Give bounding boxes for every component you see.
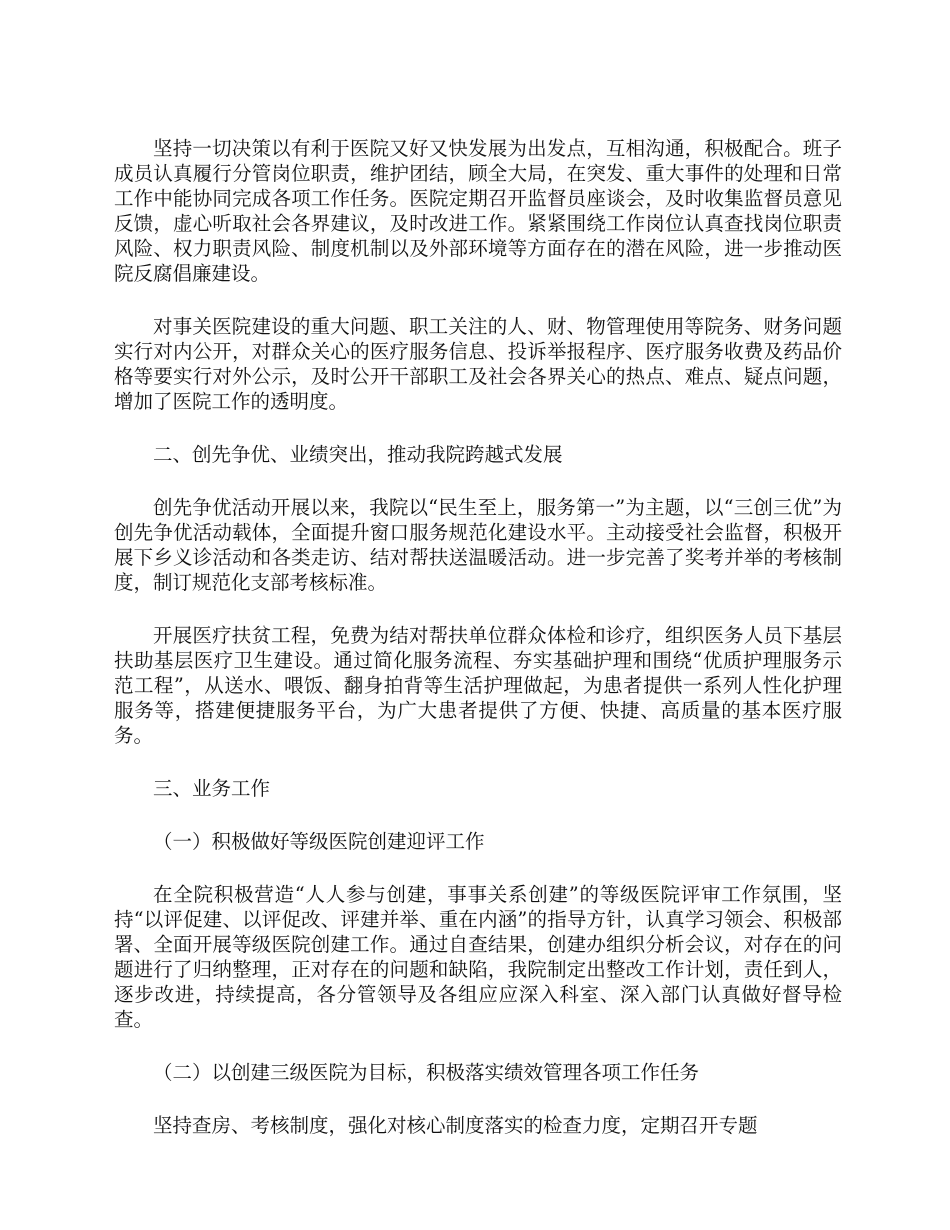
document-page (114, 136, 842, 1138)
paragraph-medical-poverty-relief: 开展医疗扶贫工程，免费为结对帮扶单位群众体检和诊疗，组织医务人员下基层扶助基层医疗卫生建设。通过简化服务流程、夯实基础护理和围绕“优质护理服务示范工程”，从送水、喂饭、翻身拍背等生活护理做起，为患者提供一系列人性化护理服务等，搭建便捷服务平台，为广大患者提供了方便、快捷、高质量的基本医疗服务。 (114, 624, 842, 747)
section-heading-2: 二、创先争优、业绩突出，推动我院跨越式发展 (153, 443, 563, 466)
section-heading-3: 三、业务工作 (153, 777, 271, 800)
subsection-heading-1: （一）积极做好等级医院创建迎评工作 (153, 830, 485, 853)
paragraph-hospital-grading: 在全院积极营造“人人参与创建，事事关系创建”的等级医院评审工作氛围，坚持“以评促建、以评促改、评建并举、重在内涵”的指导方针，认真学习领会、积极部署、全面开展等级医院创建工作。通过自查结果，创建办组织分析会议，对存在的问题进行了归纳整理，正对存在的问题和缺陷，我院制定出整改工作计划，责任到人，逐步改进，持续提高，各分管领导及各组应应深入科室、深入部门认真做好督导检查。 (114, 883, 842, 1031)
paragraph-leadership-cooperation: 坚持一切决策以有利于医院又好又快发展为出发点，互相沟通，积极配合。班子成员认真履行分管岗位职责，维护团结，顾全大局，在突发、重大事件的处理和日常工作中能协同完成各项工作任务。医院定期召开监督员座谈会，及时收集监督员意见反馈，虚心听取社会各界建议，及时改进工作。紧紧围绕工作岗位认真查找岗位职责风险、权力职责风险、制度机制以及外部环境等方面存在的潜在风险，进一步推动医院反腐倡廉建设。 (114, 137, 842, 285)
subsection-heading-2: （二）以创建三级医院为目标，积极落实绩效管理各项工作任务 (153, 1061, 700, 1084)
paragraph-ward-round-system: 坚持查房、考核制度，强化对核心制度落实的检查力度，定期召开专题 (153, 1114, 758, 1137)
paragraph-excellence-activity: 创先争优活动开展以来，我院以“民生至上，服务第一”为主题，以“三创三优”为创先争优活动载体，全面提升窗口服务规范化建设水平。主动接受社会监督，积极开展下乡义诊活动和各类走访、结对帮扶送温暖活动。进一步完善了奖考并举的考核制度，制订规范化支部考核标准。 (114, 496, 842, 594)
paragraph-hospital-affairs-disclosure: 对事关医院建设的重大问题、职工关注的人、财、物管理使用等院务、财务问题实行对内公开，对群众关心的医疗服务信息、投诉举报程序、医疗服务收费及药品价格等要实行对外公示，及时公开干部职工及社会各界关心的热点、难点、疑点问题，增加了医院工作的透明度。 (114, 315, 842, 413)
